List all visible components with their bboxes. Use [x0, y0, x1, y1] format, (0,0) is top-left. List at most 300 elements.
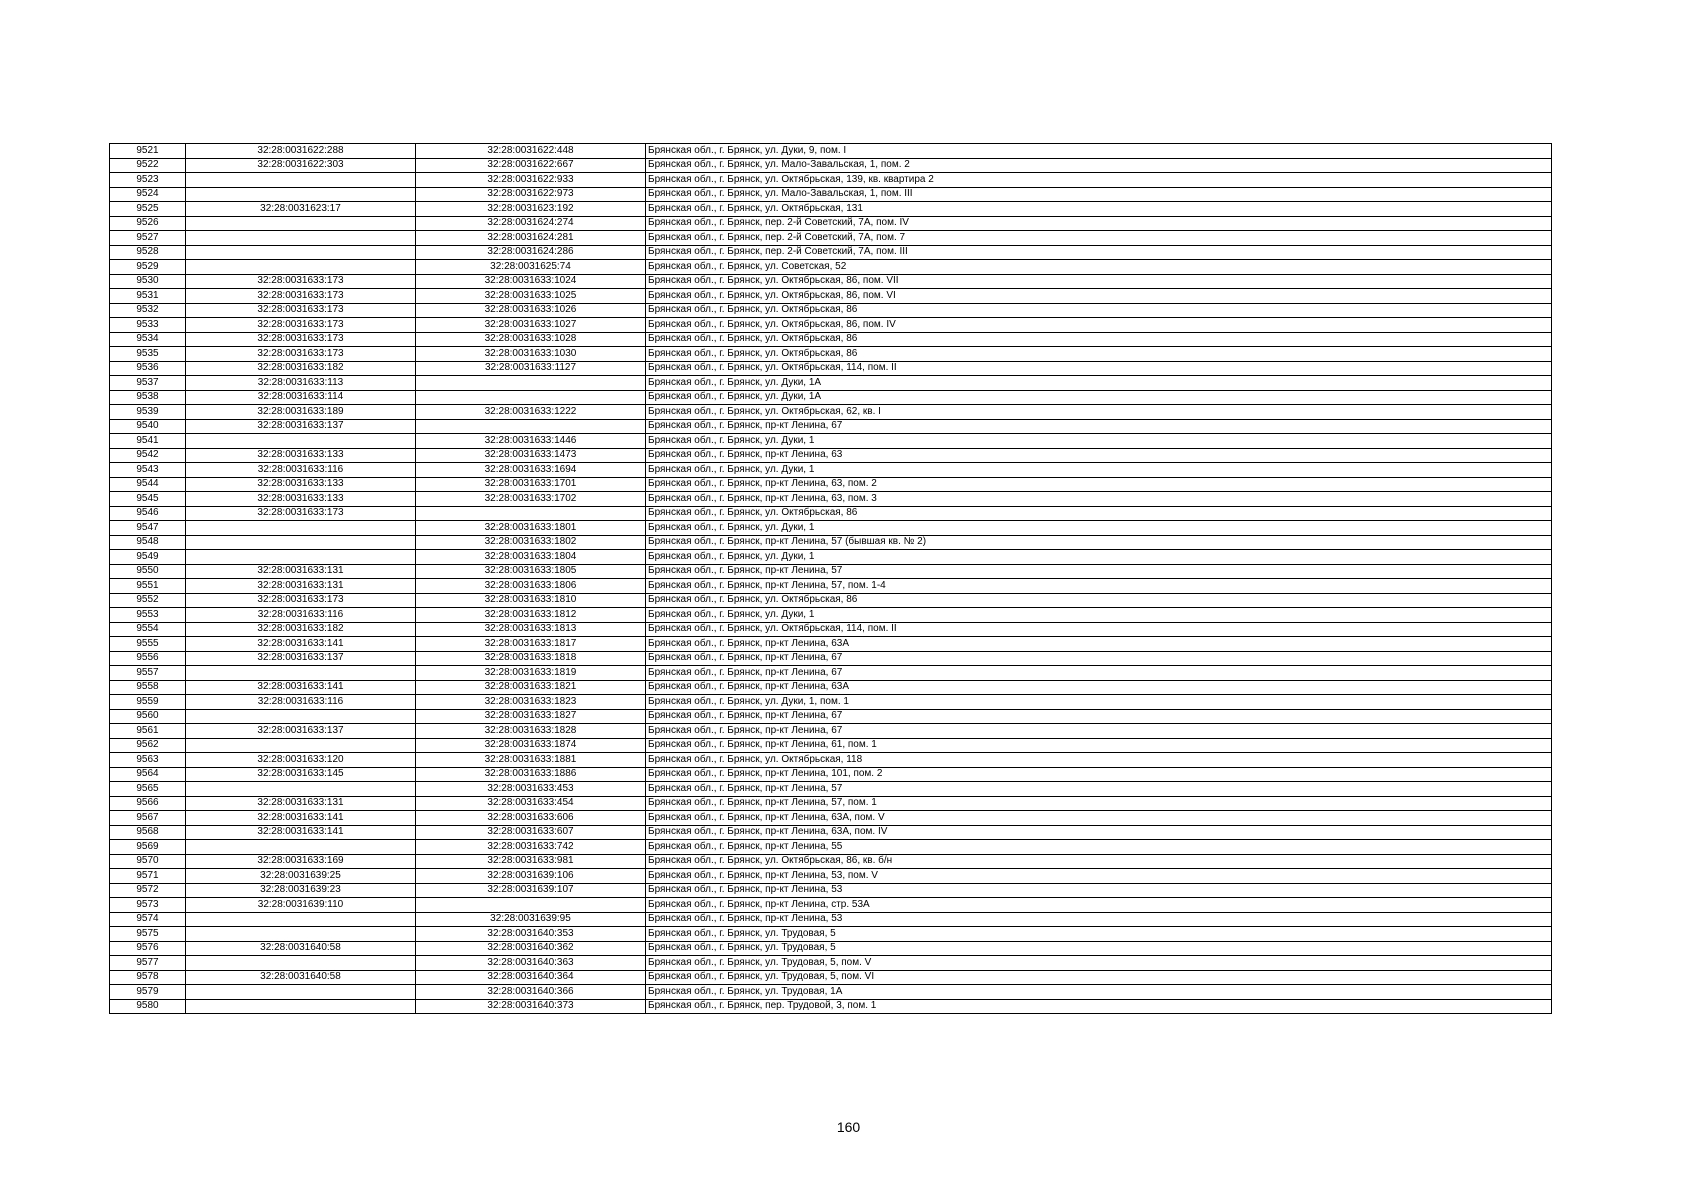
table-row — [110, 941, 1552, 956]
address-cell: Брянская обл., г. Брянск, ул. Дуки, 1 — [646, 434, 1552, 449]
parent-cadastral-number-cell — [186, 666, 416, 681]
address-cell: Брянская обл., г. Брянск, пр-кт Ленина, стр. 53А — [646, 898, 1552, 913]
address-cell: Брянская обл., г. Брянск, ул. Дуки, 1А — [646, 390, 1552, 405]
table-row — [110, 608, 1552, 623]
table-row — [110, 912, 1552, 927]
row-number-cell: 9534 — [110, 332, 186, 347]
table-row — [110, 927, 1552, 942]
row-number-cell: 9560 — [110, 709, 186, 724]
cadastral-number-cell: 32:28:0031633:1804 — [416, 550, 646, 565]
table-row — [110, 260, 1552, 275]
parent-cadastral-number-cell: 32:28:0031633:137 — [186, 651, 416, 666]
table-row — [110, 434, 1552, 449]
row-number-cell: 9571 — [110, 869, 186, 884]
cadastral-number-cell: 32:28:0031633:1886 — [416, 767, 646, 782]
parent-cadastral-number-cell: 32:28:0031633:173 — [186, 593, 416, 608]
parent-cadastral-number-cell: 32:28:0031633:114 — [186, 390, 416, 405]
row-number-cell: 9573 — [110, 898, 186, 913]
parent-cadastral-number-cell — [186, 245, 416, 260]
table-row — [110, 361, 1552, 376]
table-row — [110, 492, 1552, 507]
cadastral-number-cell: 32:28:0031633:1027 — [416, 318, 646, 333]
address-cell: Брянская обл., г. Брянск, пр-кт Ленина, 67 — [646, 651, 1552, 666]
row-number-cell: 9544 — [110, 477, 186, 492]
address-cell: Брянская обл., г. Брянск, пер. 2-й Советский, 7А, пом. 7 — [646, 231, 1552, 246]
table-row — [110, 883, 1552, 898]
parent-cadastral-number-cell: 32:28:0031639:25 — [186, 869, 416, 884]
row-number-cell: 9532 — [110, 303, 186, 318]
address-cell: Брянская обл., г. Брянск, пр-кт Ленина, 63А — [646, 637, 1552, 652]
address-cell: Брянская обл., г. Брянск, пр-кт Ленина, 63А, пом. IV — [646, 825, 1552, 840]
cadastral-number-cell: 32:28:0031633:1818 — [416, 651, 646, 666]
row-number-cell: 9540 — [110, 419, 186, 434]
cadastral-number-cell: 32:28:0031633:607 — [416, 825, 646, 840]
cadastral-number-cell: 32:28:0031633:454 — [416, 796, 646, 811]
table-row — [110, 318, 1552, 333]
address-cell: Брянская обл., г. Брянск, ул. Советская, 52 — [646, 260, 1552, 275]
row-number-cell: 9565 — [110, 782, 186, 797]
table-row — [110, 245, 1552, 260]
address-cell: Брянская обл., г. Брянск, ул. Октябрьская, 62, кв. I — [646, 405, 1552, 420]
cadastral-number-cell: 32:28:0031639:107 — [416, 883, 646, 898]
table-row — [110, 376, 1552, 391]
row-number-cell: 9580 — [110, 999, 186, 1014]
row-number-cell: 9546 — [110, 506, 186, 521]
cadastral-number-cell: 32:28:0031639:106 — [416, 869, 646, 884]
address-cell: Брянская обл., г. Брянск, ул. Октябрьская, 86 — [646, 506, 1552, 521]
address-cell: Брянская обл., г. Брянск, пр-кт Ленина, 57 — [646, 564, 1552, 579]
table-row — [110, 289, 1552, 304]
parent-cadastral-number-cell — [186, 956, 416, 971]
table-row — [110, 521, 1552, 536]
table-row — [110, 854, 1552, 869]
address-cell: Брянская обл., г. Брянск, ул. Дуки, 1 — [646, 463, 1552, 478]
address-cell: Брянская обл., г. Брянск, ул. Октябрьская, 86, пом. VII — [646, 274, 1552, 289]
address-cell: Брянская обл., г. Брянск, ул. Октябрьская, 86, пом. VI — [646, 289, 1552, 304]
parent-cadastral-number-cell: 32:28:0031633:141 — [186, 680, 416, 695]
parent-cadastral-number-cell: 32:28:0031633:173 — [186, 289, 416, 304]
parent-cadastral-number-cell: 32:28:0031633:173 — [186, 318, 416, 333]
table-row — [110, 593, 1552, 608]
cadastral-number-cell: 32:28:0031633:1694 — [416, 463, 646, 478]
address-cell: Брянская обл., г. Брянск, пер. Трудовой, 3, пом. 1 — [646, 999, 1552, 1014]
parent-cadastral-number-cell: 32:28:0031633:113 — [186, 376, 416, 391]
cadastral-number-cell — [416, 506, 646, 521]
table-row — [110, 448, 1552, 463]
table-row — [110, 187, 1552, 202]
table-row — [110, 796, 1552, 811]
table-row — [110, 173, 1552, 188]
cadastral-number-cell: 32:28:0031633:1702 — [416, 492, 646, 507]
cadastral-number-cell: 32:28:0031633:1881 — [416, 753, 646, 768]
table-row — [110, 564, 1552, 579]
row-number-cell: 9541 — [110, 434, 186, 449]
cadastral-number-cell: 32:28:0031633:1828 — [416, 724, 646, 739]
address-cell: Брянская обл., г. Брянск, ул. Дуки, 1А — [646, 376, 1552, 391]
cadastral-number-cell: 32:28:0031633:1817 — [416, 637, 646, 652]
row-number-cell: 9555 — [110, 637, 186, 652]
address-cell: Брянская обл., г. Брянск, ул. Мало-Завальская, 1, пом. III — [646, 187, 1552, 202]
parent-cadastral-number-cell — [186, 231, 416, 246]
row-number-cell: 9548 — [110, 535, 186, 550]
address-cell: Брянская обл., г. Брянск, ул. Дуки, 9, пом. I — [646, 144, 1552, 159]
parent-cadastral-number-cell: 32:28:0031633:141 — [186, 637, 416, 652]
cadastral-number-cell: 32:28:0031639:95 — [416, 912, 646, 927]
parent-cadastral-number-cell: 32:28:0031633:141 — [186, 825, 416, 840]
cadastral-number-cell: 32:28:0031625:74 — [416, 260, 646, 275]
row-number-cell: 9523 — [110, 173, 186, 188]
table-row — [110, 477, 1552, 492]
parent-cadastral-number-cell — [186, 260, 416, 275]
cadastral-number-cell: 32:28:0031633:1823 — [416, 695, 646, 710]
cadastral-number-cell — [416, 419, 646, 434]
address-cell: Брянская обл., г. Брянск, пер. 2-й Советский, 7А, пом. III — [646, 245, 1552, 260]
parent-cadastral-number-cell: 32:28:0031639:110 — [186, 898, 416, 913]
cadastral-number-cell: 32:28:0031624:274 — [416, 216, 646, 231]
parent-cadastral-number-cell — [186, 927, 416, 942]
address-cell: Брянская обл., г. Брянск, ул. Трудовая, 5, пом. V — [646, 956, 1552, 971]
row-number-cell: 9539 — [110, 405, 186, 420]
table-row — [110, 782, 1552, 797]
page-number: 160 — [836, 1119, 861, 1135]
parent-cadastral-number-cell — [186, 187, 416, 202]
parent-cadastral-number-cell: 32:28:0031623:17 — [186, 202, 416, 217]
cadastral-number-cell: 32:28:0031622:933 — [416, 173, 646, 188]
address-cell: Брянская обл., г. Брянск, ул. Октябрьская, 86 — [646, 303, 1552, 318]
cadastral-number-cell: 32:28:0031624:281 — [416, 231, 646, 246]
parent-cadastral-number-cell: 32:28:0031633:133 — [186, 448, 416, 463]
parent-cadastral-number-cell — [186, 709, 416, 724]
row-number-cell: 9562 — [110, 738, 186, 753]
cadastral-number-cell: 32:28:0031633:1801 — [416, 521, 646, 536]
row-number-cell: 9524 — [110, 187, 186, 202]
parent-cadastral-number-cell — [186, 521, 416, 536]
table-row — [110, 419, 1552, 434]
cadastral-number-cell: 32:28:0031622:973 — [416, 187, 646, 202]
address-cell: Брянская обл., г. Брянск, пр-кт Ленина, 63А — [646, 680, 1552, 695]
table-row — [110, 956, 1552, 971]
cadastral-number-cell: 32:28:0031633:606 — [416, 811, 646, 826]
address-cell: Брянская обл., г. Брянск, ул. Дуки, 1 — [646, 550, 1552, 565]
cadastral-number-cell: 32:28:0031633:742 — [416, 840, 646, 855]
cadastral-number-cell — [416, 390, 646, 405]
address-cell: Брянская обл., г. Брянск, пр-кт Ленина, 57, пом. 1-4 — [646, 579, 1552, 594]
address-cell: Брянская обл., г. Брянск, пер. 2-й Советский, 7А, пом. IV — [646, 216, 1552, 231]
parent-cadastral-number-cell: 32:28:0031633:116 — [186, 463, 416, 478]
address-cell: Брянская обл., г. Брянск, ул. Мало-Завальская, 1, пом. 2 — [646, 158, 1552, 173]
address-cell: Брянская обл., г. Брянск, ул. Октябрьская, 86 — [646, 332, 1552, 347]
table-row — [110, 144, 1552, 159]
address-cell: Брянская обл., г. Брянск, пр-кт Ленина, 57 — [646, 782, 1552, 797]
address-cell: Брянская обл., г. Брянск, ул. Октябрьская, 86 — [646, 347, 1552, 362]
address-cell: Брянская обл., г. Брянск, ул. Дуки, 1 — [646, 608, 1552, 623]
cadastral-number-cell: 32:28:0031633:1819 — [416, 666, 646, 681]
parent-cadastral-number-cell — [186, 840, 416, 855]
address-cell: Брянская обл., г. Брянск, ул. Октябрьская, 86, кв. б/н — [646, 854, 1552, 869]
row-number-cell: 9550 — [110, 564, 186, 579]
address-cell: Брянская обл., г. Брянск, ул. Октябрьская, 114, пом. II — [646, 361, 1552, 376]
row-number-cell: 9537 — [110, 376, 186, 391]
address-cell: Брянская обл., г. Брянск, ул. Трудовая, 5 — [646, 927, 1552, 942]
row-number-cell: 9578 — [110, 970, 186, 985]
cadastral-number-cell: 32:28:0031640:362 — [416, 941, 646, 956]
cadastral-number-cell — [416, 898, 646, 913]
address-cell: Брянская обл., г. Брянск, ул. Трудовая, 1А — [646, 985, 1552, 1000]
cadastral-number-cell: 32:28:0031633:1473 — [416, 448, 646, 463]
table-row — [110, 550, 1552, 565]
cadastral-number-cell: 32:28:0031633:1024 — [416, 274, 646, 289]
table-row — [110, 738, 1552, 753]
table-row — [110, 695, 1552, 710]
cadastral-number-cell: 32:28:0031640:364 — [416, 970, 646, 985]
cadastral-number-cell: 32:28:0031633:981 — [416, 854, 646, 869]
parent-cadastral-number-cell: 32:28:0031633:133 — [186, 477, 416, 492]
table-row — [110, 825, 1552, 840]
parent-cadastral-number-cell: 32:28:0031639:23 — [186, 883, 416, 898]
registry-table-body — [110, 144, 1552, 1014]
parent-cadastral-number-cell — [186, 173, 416, 188]
parent-cadastral-number-cell: 32:28:0031633:131 — [186, 564, 416, 579]
cadastral-number-cell: 32:28:0031633:1805 — [416, 564, 646, 579]
table-row — [110, 651, 1552, 666]
address-cell: Брянская обл., г. Брянск, пр-кт Ленина, 67 — [646, 709, 1552, 724]
row-number-cell: 9549 — [110, 550, 186, 565]
address-cell: Брянская обл., г. Брянск, пр-кт Ленина, 53, пом. V — [646, 869, 1552, 884]
row-number-cell: 9552 — [110, 593, 186, 608]
cadastral-number-cell: 32:28:0031633:1701 — [416, 477, 646, 492]
row-number-cell: 9570 — [110, 854, 186, 869]
table-row — [110, 202, 1552, 217]
table-row — [110, 463, 1552, 478]
cadastral-number-cell: 32:28:0031633:1446 — [416, 434, 646, 449]
parent-cadastral-number-cell: 32:28:0031633:173 — [186, 274, 416, 289]
table-row — [110, 332, 1552, 347]
table-row — [110, 985, 1552, 1000]
table-row — [110, 274, 1552, 289]
parent-cadastral-number-cell: 32:28:0031640:58 — [186, 941, 416, 956]
parent-cadastral-number-cell: 32:28:0031633:133 — [186, 492, 416, 507]
row-number-cell: 9575 — [110, 927, 186, 942]
address-cell: Брянская обл., г. Брянск, пр-кт Ленина, 67 — [646, 724, 1552, 739]
table-row — [110, 390, 1552, 405]
parent-cadastral-number-cell: 32:28:0031633:182 — [186, 361, 416, 376]
table-row — [110, 753, 1552, 768]
table-row — [110, 622, 1552, 637]
row-number-cell: 9543 — [110, 463, 186, 478]
parent-cadastral-number-cell: 32:28:0031633:137 — [186, 724, 416, 739]
parent-cadastral-number-cell — [186, 999, 416, 1014]
table-row — [110, 724, 1552, 739]
parent-cadastral-number-cell — [186, 216, 416, 231]
table-row — [110, 231, 1552, 246]
address-cell: Брянская обл., г. Брянск, ул. Трудовая, 5, пом. VI — [646, 970, 1552, 985]
parent-cadastral-number-cell — [186, 782, 416, 797]
address-cell: Брянская обл., г. Брянск, пр-кт Ленина, 53 — [646, 912, 1552, 927]
address-cell: Брянская обл., г. Брянск, ул. Дуки, 1 — [646, 521, 1552, 536]
address-cell: Брянская обл., г. Брянск, пр-кт Ленина, 63А, пом. V — [646, 811, 1552, 826]
address-cell: Брянская обл., г. Брянск, пр-кт Ленина, 67 — [646, 419, 1552, 434]
parent-cadastral-number-cell — [186, 912, 416, 927]
parent-cadastral-number-cell: 32:28:0031633:169 — [186, 854, 416, 869]
cadastral-number-cell: 32:28:0031633:1026 — [416, 303, 646, 318]
row-number-cell: 9577 — [110, 956, 186, 971]
table-row — [110, 158, 1552, 173]
row-number-cell: 9572 — [110, 883, 186, 898]
table-row — [110, 811, 1552, 826]
row-number-cell: 9574 — [110, 912, 186, 927]
row-number-cell: 9569 — [110, 840, 186, 855]
cadastral-number-cell: 32:28:0031640:373 — [416, 999, 646, 1014]
parent-cadastral-number-cell — [186, 535, 416, 550]
row-number-cell: 9529 — [110, 260, 186, 275]
parent-cadastral-number-cell — [186, 738, 416, 753]
table-row — [110, 506, 1552, 521]
parent-cadastral-number-cell: 32:28:0031633:131 — [186, 579, 416, 594]
row-number-cell: 9521 — [110, 144, 186, 159]
row-number-cell: 9526 — [110, 216, 186, 231]
parent-cadastral-number-cell: 32:28:0031633:173 — [186, 303, 416, 318]
table-row — [110, 535, 1552, 550]
address-cell: Брянская обл., г. Брянск, пр-кт Ленина, 63 — [646, 448, 1552, 463]
address-cell: Брянская обл., г. Брянск, пр-кт Ленина, 55 — [646, 840, 1552, 855]
row-number-cell: 9551 — [110, 579, 186, 594]
table-row — [110, 869, 1552, 884]
cadastral-number-cell: 32:28:0031624:286 — [416, 245, 646, 260]
address-cell: Брянская обл., г. Брянск, пр-кт Ленина, 63, пом. 3 — [646, 492, 1552, 507]
address-cell: Брянская обл., г. Брянск, пр-кт Ленина, 57, пом. 1 — [646, 796, 1552, 811]
cadastral-number-cell: 32:28:0031640:353 — [416, 927, 646, 942]
row-number-cell: 9536 — [110, 361, 186, 376]
parent-cadastral-number-cell — [186, 550, 416, 565]
parent-cadastral-number-cell: 32:28:0031633:145 — [186, 767, 416, 782]
parent-cadastral-number-cell — [186, 985, 416, 1000]
table-row — [110, 216, 1552, 231]
row-number-cell: 9564 — [110, 767, 186, 782]
table-row — [110, 347, 1552, 362]
row-number-cell: 9554 — [110, 622, 186, 637]
cadastral-number-cell: 32:28:0031633:1030 — [416, 347, 646, 362]
parent-cadastral-number-cell: 32:28:0031633:189 — [186, 405, 416, 420]
table-row — [110, 579, 1552, 594]
parent-cadastral-number-cell: 32:28:0031633:141 — [186, 811, 416, 826]
table-row — [110, 303, 1552, 318]
parent-cadastral-number-cell: 32:28:0031633:131 — [186, 796, 416, 811]
row-number-cell: 9566 — [110, 796, 186, 811]
parent-cadastral-number-cell: 32:28:0031633:182 — [186, 622, 416, 637]
row-number-cell: 9556 — [110, 651, 186, 666]
row-number-cell: 9547 — [110, 521, 186, 536]
table-row — [110, 999, 1552, 1014]
parent-cadastral-number-cell: 32:28:0031633:116 — [186, 695, 416, 710]
address-cell: Брянская обл., г. Брянск, ул. Октябрьская, 118 — [646, 753, 1552, 768]
table-row — [110, 767, 1552, 782]
row-number-cell: 9527 — [110, 231, 186, 246]
property-registry-table — [109, 143, 1552, 1014]
cadastral-number-cell: 32:28:0031633:453 — [416, 782, 646, 797]
cadastral-number-cell: 32:28:0031622:667 — [416, 158, 646, 173]
cadastral-number-cell: 32:28:0031633:1222 — [416, 405, 646, 420]
row-number-cell: 9559 — [110, 695, 186, 710]
address-cell: Брянская обл., г. Брянск, ул. Октябрьская, 86 — [646, 593, 1552, 608]
cadastral-number-cell: 32:28:0031633:1810 — [416, 593, 646, 608]
parent-cadastral-number-cell: 32:28:0031640:58 — [186, 970, 416, 985]
table-row — [110, 405, 1552, 420]
cadastral-number-cell: 32:28:0031633:1028 — [416, 332, 646, 347]
table-row — [110, 680, 1552, 695]
parent-cadastral-number-cell: 32:28:0031633:173 — [186, 332, 416, 347]
row-number-cell: 9522 — [110, 158, 186, 173]
cadastral-number-cell: 32:28:0031633:1802 — [416, 535, 646, 550]
cadastral-number-cell: 32:28:0031633:1827 — [416, 709, 646, 724]
cadastral-number-cell: 32:28:0031633:1813 — [416, 622, 646, 637]
cadastral-number-cell: 32:28:0031633:1812 — [416, 608, 646, 623]
row-number-cell: 9542 — [110, 448, 186, 463]
row-number-cell: 9530 — [110, 274, 186, 289]
parent-cadastral-number-cell: 32:28:0031622:303 — [186, 158, 416, 173]
address-cell: Брянская обл., г. Брянск, пр-кт Ленина, 101, пом. 2 — [646, 767, 1552, 782]
cadastral-number-cell: 32:28:0031640:366 — [416, 985, 646, 1000]
row-number-cell: 9535 — [110, 347, 186, 362]
table-row — [110, 709, 1552, 724]
address-cell: Брянская обл., г. Брянск, пр-кт Ленина, 67 — [646, 666, 1552, 681]
table-row — [110, 666, 1552, 681]
address-cell: Брянская обл., г. Брянск, пр-кт Ленина, 61, пом. 1 — [646, 738, 1552, 753]
parent-cadastral-number-cell: 32:28:0031633:173 — [186, 506, 416, 521]
cadastral-number-cell: 32:28:0031633:1874 — [416, 738, 646, 753]
row-number-cell: 9576 — [110, 941, 186, 956]
parent-cadastral-number-cell: 32:28:0031633:137 — [186, 419, 416, 434]
row-number-cell: 9568 — [110, 825, 186, 840]
address-cell: Брянская обл., г. Брянск, пр-кт Ленина, 63, пом. 2 — [646, 477, 1552, 492]
address-cell: Брянская обл., г. Брянск, ул. Октябрьская, 114, пом. II — [646, 622, 1552, 637]
cadastral-number-cell: 32:28:0031633:1821 — [416, 680, 646, 695]
table-row — [110, 637, 1552, 652]
row-number-cell: 9528 — [110, 245, 186, 260]
parent-cadastral-number-cell: 32:28:0031622:288 — [186, 144, 416, 159]
row-number-cell: 9525 — [110, 202, 186, 217]
cadastral-number-cell: 32:28:0031633:1025 — [416, 289, 646, 304]
address-cell: Брянская обл., г. Брянск, ул. Октябрьская, 131 — [646, 202, 1552, 217]
cadastral-number-cell: 32:28:0031633:1806 — [416, 579, 646, 594]
parent-cadastral-number-cell: 32:28:0031633:120 — [186, 753, 416, 768]
cadastral-number-cell: 32:28:0031622:448 — [416, 144, 646, 159]
table-row — [110, 840, 1552, 855]
address-cell: Брянская обл., г. Брянск, ул. Дуки, 1, пом. 1 — [646, 695, 1552, 710]
row-number-cell: 9558 — [110, 680, 186, 695]
cadastral-number-cell: 32:28:0031633:1127 — [416, 361, 646, 376]
cadastral-number-cell: 32:28:0031640:363 — [416, 956, 646, 971]
row-number-cell: 9531 — [110, 289, 186, 304]
address-cell: Брянская обл., г. Брянск, ул. Трудовая, 5 — [646, 941, 1552, 956]
table-row — [110, 898, 1552, 913]
parent-cadastral-number-cell — [186, 434, 416, 449]
row-number-cell: 9538 — [110, 390, 186, 405]
row-number-cell: 9553 — [110, 608, 186, 623]
parent-cadastral-number-cell: 32:28:0031633:173 — [186, 347, 416, 362]
row-number-cell: 9567 — [110, 811, 186, 826]
row-number-cell: 9561 — [110, 724, 186, 739]
row-number-cell: 9545 — [110, 492, 186, 507]
address-cell: Брянская обл., г. Брянск, пр-кт Ленина, 57 (бывшая кв. № 2) — [646, 535, 1552, 550]
row-number-cell: 9579 — [110, 985, 186, 1000]
row-number-cell: 9533 — [110, 318, 186, 333]
row-number-cell: 9563 — [110, 753, 186, 768]
address-cell: Брянская обл., г. Брянск, пр-кт Ленина, 53 — [646, 883, 1552, 898]
address-cell: Брянская обл., г. Брянск, ул. Октябрьская, 139, кв. квартира 2 — [646, 173, 1552, 188]
address-cell: Брянская обл., г. Брянск, ул. Октябрьская, 86, пом. IV — [646, 318, 1552, 333]
parent-cadastral-number-cell: 32:28:0031633:116 — [186, 608, 416, 623]
row-number-cell: 9557 — [110, 666, 186, 681]
